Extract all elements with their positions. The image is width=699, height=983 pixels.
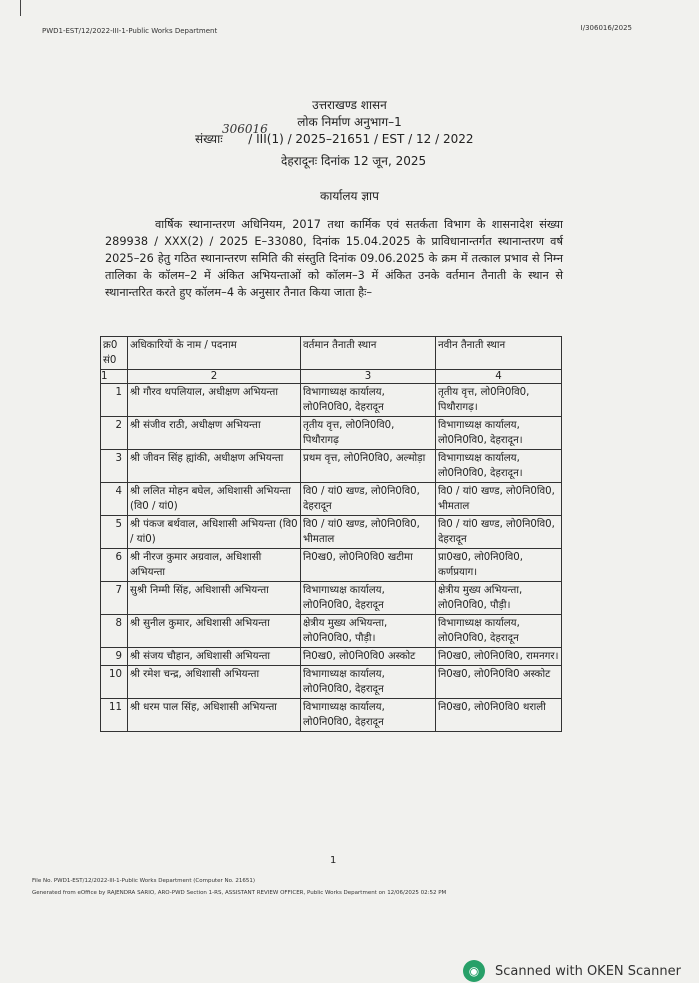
- scanner-text: Scanned with OKEN Scanner: [495, 963, 681, 979]
- cell-current: तृतीय वृत्त, लो0नि0वि0, पिथौरागढ़: [301, 417, 436, 450]
- cell-new: नि0ख0, लो0नि0वि0 थराली: [436, 699, 562, 732]
- date-line: देहरादूनः दिनांक 12 जून, 2025: [281, 154, 427, 168]
- cell-name: श्री ललित मोहन बघेल, अधिशासी अभियन्ता (वि0 / यां0): [128, 483, 301, 516]
- table-row: [101, 384, 562, 417]
- body-paragraph: [105, 216, 563, 301]
- government-name: उत्तराखण्ड शासन: [312, 98, 387, 112]
- cell-current: क्षेत्रीय मुख्य अभियन्ता, लो0नि0वि0, पौड़ी।: [301, 615, 436, 648]
- cell-name: श्री गौरव थपलियाल, अधीक्षण अभियन्ता: [128, 384, 301, 417]
- cell-serial: 7: [101, 582, 128, 615]
- table-row: [101, 516, 562, 549]
- transfer-table: [100, 336, 562, 732]
- cell-name: श्री नीरज कुमार अग्रवाल, अधिशासी अभियन्ता: [128, 549, 301, 582]
- cell-serial: 9: [101, 648, 128, 666]
- table-row: [101, 417, 562, 450]
- cell-new: नि0ख0, लो0नि0वि0, रामनगर।: [436, 648, 562, 666]
- number-label: संख्याः: [195, 132, 223, 146]
- cell-new: प्रा0ख0, लो0नि0वि0, कर्णप्रयाग।: [436, 549, 562, 582]
- cell-name: श्री संजीव राठी, अधीक्षण अभियन्ता: [128, 417, 301, 450]
- number-text: / III(1) / 2025–21651 / EST / 12 / 2022: [248, 132, 474, 146]
- cell-current: वि0 / यां0 खण्ड, लो0नि0वि0, देहरादून: [301, 483, 436, 516]
- okenscanner-logo-icon: ◉: [463, 960, 485, 982]
- cell-serial: 5: [101, 516, 128, 549]
- table-row: [101, 483, 562, 516]
- header-file-ref: PWD1-EST/12/2022-III-1-Public Works Department: [42, 27, 218, 35]
- cell-name: सुश्री निम्मी सिंह, अधिशासी अभियन्ता: [128, 582, 301, 615]
- header-name: अधिकारियों के नाम / पदनाम: [128, 337, 301, 370]
- cell-name: श्री जीवन सिंह ह्यांकी, अधीक्षण अभियन्ता: [128, 450, 301, 483]
- body-text: वार्षिक स्थानान्तरण अधिनियम, 2017 तथा कार्मिक एवं सतर्कता विभाग के शासनादेश संख्या 289938 / XXX(2) / 2025 E–33080, दिनांक 15.04.2025 के प्राविधानान्तर्गत स्थानान्तरण वर्ष 2025–26 हेतु गठित स्थानान्तरण समिति की संस्तुति दिनांक 09.06.2025 के क्रम में तत्काल प्रभाव से निम्न तालिका के कॉलम–2 में अंकित अभियन्ताओं को कॉलम–3 में अंकित उनके वर्तमान तैनाती के स्थान से स्थानान्तरित करते हुए कॉलम–4 के अनुसार तैनात किया जाता हैः–: [105, 218, 563, 299]
- cell-current: विभागाध्यक्ष कार्यालय, लो0नि0वि0, देहरादून: [301, 666, 436, 699]
- cell-new: विभागाध्यक्ष कार्यालय, लो0नि0वि0, देहरादून: [436, 615, 562, 648]
- cell-name: श्री संजय चौहान, अधिशासी अभियन्ता: [128, 648, 301, 666]
- handwritten-number: 306016: [222, 122, 268, 136]
- page-number: 1: [330, 855, 337, 866]
- table-row: [101, 549, 562, 582]
- table-row: [101, 615, 562, 648]
- table-row: [101, 450, 562, 483]
- cell-current: वि0 / यां0 खण्ड, लो0नि0वि0, भीमताल: [301, 516, 436, 549]
- cell-current: विभागाध्यक्ष कार्यालय, लो0नि0वि0, देहरादून: [301, 582, 436, 615]
- header-current: वर्तमान तैनाती स्थान: [301, 337, 436, 370]
- cell-new: तृतीय वृत्त, लो0नि0वि0, पिथौरागढ़।: [436, 384, 562, 417]
- header-serial: क्र0 सं0: [101, 337, 128, 370]
- table-row: [101, 648, 562, 666]
- cell-new: क्षेत्रीय मुख्य अभियन्ता, लो0नि0वि0, पौड़ी।: [436, 582, 562, 615]
- footer-file-no: File No. PWD1-EST/12/2022-III-1-Public Works Department (Computer No. 21651): [32, 878, 256, 884]
- margin-mark: [20, 0, 21, 16]
- cell-name: श्री रमेश चन्द्र, अधिशासी अभियन्ता: [128, 666, 301, 699]
- cell-new: विभागाध्यक्ष कार्यालय, लो0नि0वि0, देहरादून।: [436, 417, 562, 450]
- table-row: [101, 666, 562, 699]
- cell-serial: 1: [101, 384, 128, 417]
- column-number-row: [101, 370, 562, 384]
- cell-current: नि0ख0, लो0नि0वि0 खटीमा: [301, 549, 436, 582]
- header-new: नवीन तैनाती स्थान: [436, 337, 562, 370]
- cell-new: वि0 / यां0 खण्ड, लो0नि0वि0, देहरादून: [436, 516, 562, 549]
- cell-current: नि0ख0, लो0नि0वि0 अस्कोट: [301, 648, 436, 666]
- cell-name: श्री धरम पाल सिंह, अधिशासी अभियन्ता: [128, 699, 301, 732]
- cell-serial: 10: [101, 666, 128, 699]
- col-number: 1: [101, 370, 128, 384]
- cell-serial: 2: [101, 417, 128, 450]
- cell-current: प्रथम वृत्त, लो0नि0वि0, अल्मोड़ा: [301, 450, 436, 483]
- cell-current: विभागाध्यक्ष कार्यालय, लो0नि0वि0, देहरादून: [301, 699, 436, 732]
- cell-serial: 8: [101, 615, 128, 648]
- cell-name: श्री सुनील कुमार, अधिशासी अभियन्ता: [128, 615, 301, 648]
- cell-name: श्री पंकज बर्थवाल, अधिशासी अभियन्ता (वि0 / यां0): [128, 516, 301, 549]
- table-row: [101, 582, 562, 615]
- col-number: 4: [436, 370, 562, 384]
- cell-current: विभागाध्यक्ष कार्यालय, लो0नि0वि0, देहरादून: [301, 384, 436, 417]
- cell-serial: 6: [101, 549, 128, 582]
- cell-new: विभागाध्यक्ष कार्यालय, लो0नि0वि0, देहरादून।: [436, 450, 562, 483]
- cell-new: नि0ख0, लो0नि0वि0 अस्कोट: [436, 666, 562, 699]
- cell-serial: 3: [101, 450, 128, 483]
- scanner-watermark: [463, 960, 681, 982]
- col-number: 3: [301, 370, 436, 384]
- reference-number: [195, 130, 474, 147]
- footer-generated: Generated from eOffice by RAJENDRA SARIO, ARO-PWD Section 1-RS, ASSISTANT REVIEW OFFICER, Public Works Department on 12/06/2025 02:52 PM: [32, 890, 447, 896]
- cell-serial: 11: [101, 699, 128, 732]
- cell-serial: 4: [101, 483, 128, 516]
- cell-new: वि0 / यां0 खण्ड, लो0नि0वि0, भीमताल: [436, 483, 562, 516]
- table-row: [101, 699, 562, 732]
- table-header-row: [101, 337, 562, 370]
- memo-title: कार्यालय ज्ञाप: [320, 189, 379, 203]
- section-name: लोक निर्माण अनुभाग–1: [297, 115, 402, 129]
- col-number: 2: [128, 370, 301, 384]
- header-doc-id: I/306016/2025: [580, 24, 632, 32]
